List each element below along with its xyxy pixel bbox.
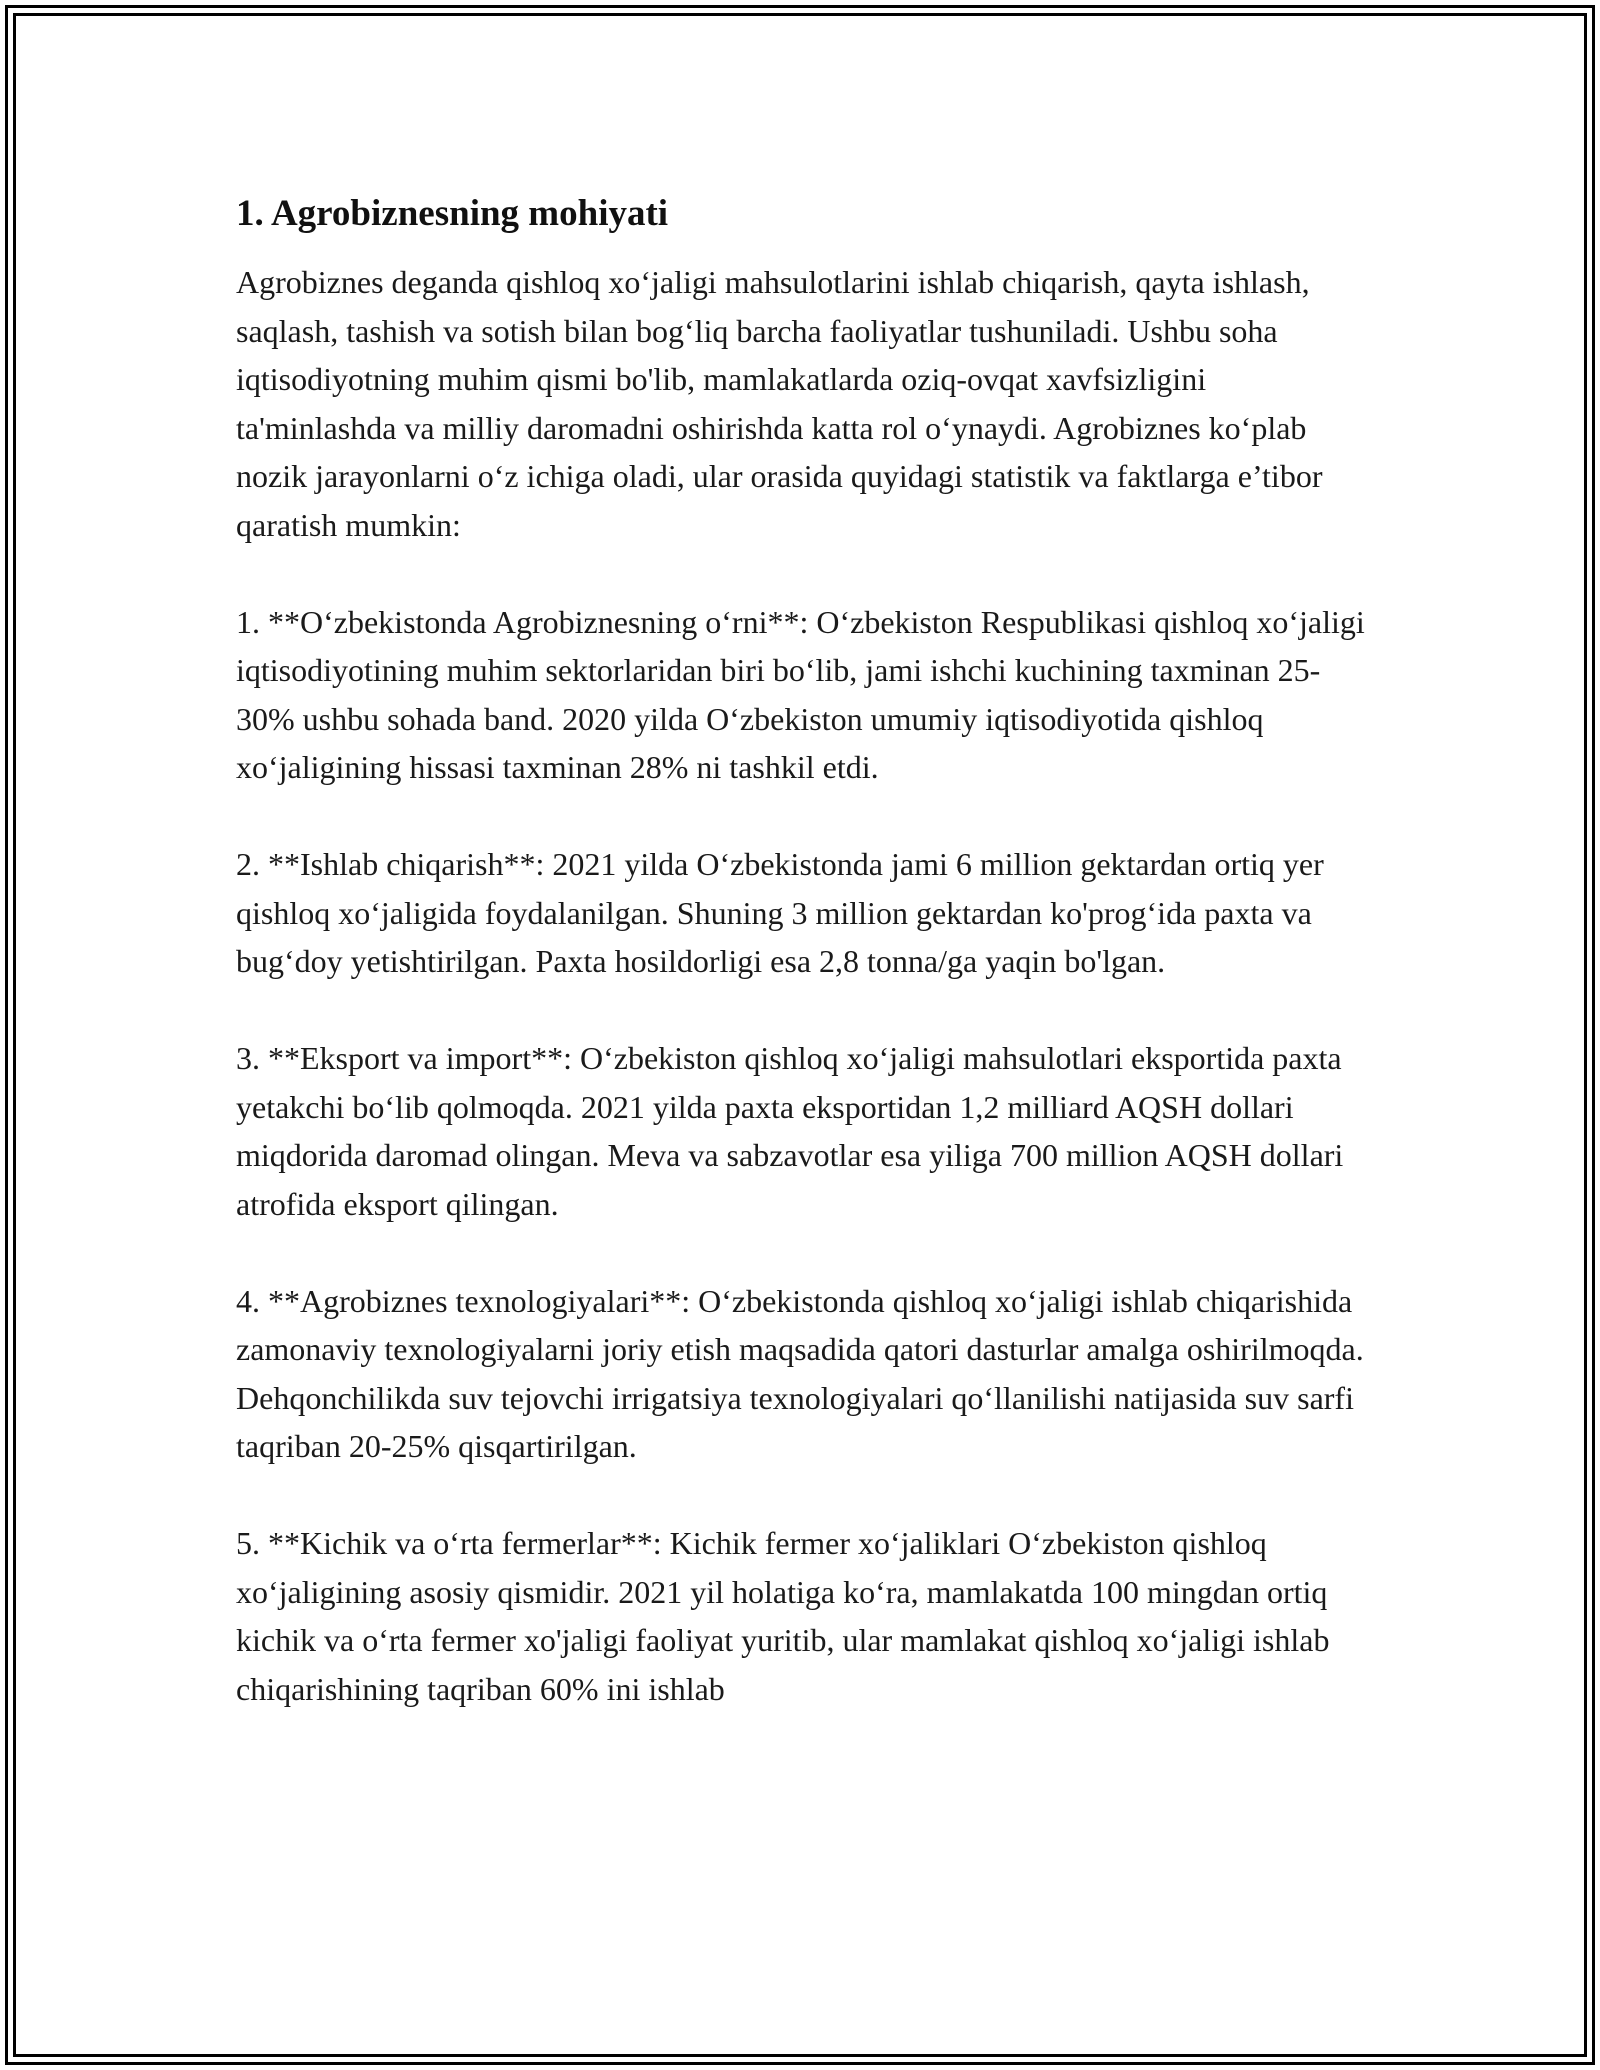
list-item-technologies: 4. **Agrobiznes texnologiyalari**: O‘zbekistonda qishloq xo‘jaligi ishlab chiqarishida zamonaviy texnologiyalarni joriy etish maqsadida qatori dasturlar amalga oshirilmoqda. Dehqonchilikda suv tejovchi irrigatsiya texnologiyalari qo‘llanilishi natijasida suv sarfi taqriban 20-25% qisqartirilgan. [236, 1282, 1364, 1464]
intro-paragraph: Agrobiznes deganda qishloq xo‘jaligi mahsulotlarini ishlab chiqarish, qayta ishlash, saqlash, tashish va sotish bilan bog‘liq barcha faoliyatlar tushuniladi. Ushbu soha iqtisodiyotning muhim qismi bo'lib, mamlakatlarda oziq-ovqat xavfsizligini ta'minlashda va milliy daromadni oshirishda katta rol o‘ynaydi. Agrobiznes ko‘plab nozik jarayonlarni o‘z ichiga oladi, ular orasida quyidagi statistik va faktlarga e’tibor qaratish mumkin: [236, 264, 1323, 543]
list-item-small-farmers: 5. **Kichik va o‘rta fermerlar**: Kichik fermer xo‘jaliklari O‘zbekiston qishloq xo‘jaligining asosiy qismidir. 2021 yil holatiga ko‘ra, mamlakatda 100 mingdan ortiq kichik va o‘rta fermer xo'jaligi faoliyat yuritib, ular mamlakat qishloq xo‘jaligi ishlab chiqarishining taqriban 60% ini ishlab [236, 1525, 1330, 1707]
document-body [236, 190, 1366, 1762]
list-item-export-import: 3. **Eksport va import**: O‘zbekiston qishloq xo‘jaligi mahsulotlari eksportida paxta yetakchi bo‘lib qolmoqda. 2021 yilda paxta eksportidan 1,2 milliard AQSH dollari miqdorida daromad olingan. Meva va sabzavotlar esa yiliga 700 million AQSH dollari atrofida eksport qilingan. [236, 1040, 1344, 1222]
section-heading: 1. Agrobiznesning mohiyati [236, 193, 669, 234]
list-item-production: 2. **Ishlab chiqarish**: 2021 yilda O‘zbekistonda jami 6 million gektardan ortiq yer qishloq xo‘jaligida foydalanilgan. Shuning 3 million gektardan ko'prog‘ida paxta va bug‘doy yetishtirilgan. Paxta hosildorligi esa 2,8 tonna/ga yaqin bo'lgan. [236, 846, 1324, 979]
list-item-role-of-agribusiness: 1. **O‘zbekistonda Agrobiznesning o‘rni**: O‘zbekiston Respublikasi qishloq xo‘jaligi iqtisodiyotining muhim sektorlaridan biri bo‘lib, jami ishchi kuchining taxminan 25-30% ushbu sohada band. 2020 yilda O‘zbekiston umumiy iqtisodiyotida qishloq xo‘jaligining hissasi taxminan 28% ni tashkil etdi. [236, 603, 1365, 785]
